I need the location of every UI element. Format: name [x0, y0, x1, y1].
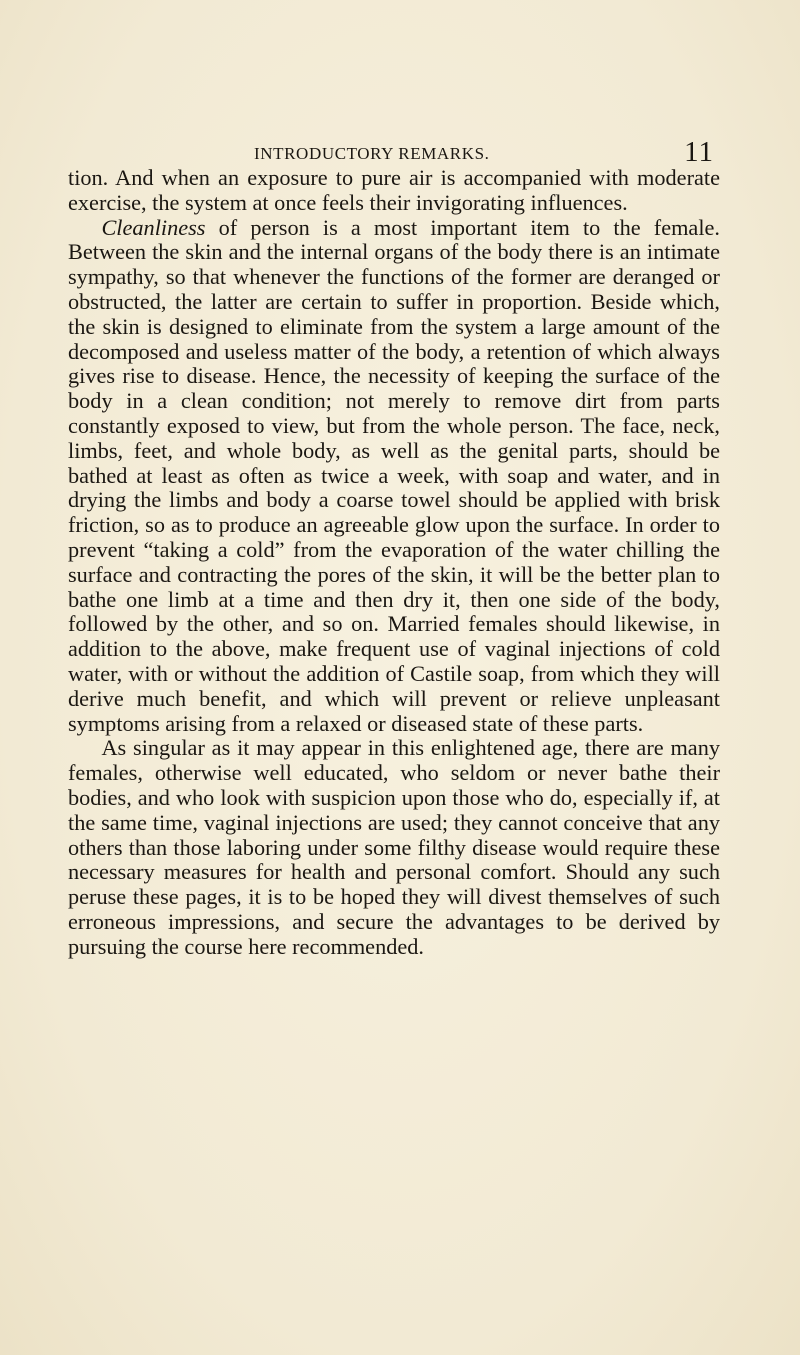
paragraph-text: As singular as it may appear in this enlightened age, there are many females, otherwise well educated, who seldom or never bathe their bodies, and who look with suspicion upon those who do, especially if, at the same time, vaginal injections are used; they cannot conceive that any others than those laboring under some filthy disease would require these necessary measures for health and personal comfort. Should any such peruse these pages, it is to be hoped they will divest themselves of such erroneous impressions, and secure the advantages to be derived by pursuing the course here recommended.	[68, 735, 720, 959]
page-number: 11	[684, 136, 714, 168]
paragraph-continuation	[68, 166, 720, 216]
running-title: INTRODUCTORY REMARKS.	[254, 144, 490, 163]
paragraph-cleanliness	[68, 216, 720, 737]
body-text	[68, 166, 720, 960]
paragraph-lead-word: Cleanliness	[101, 214, 206, 240]
paragraph-singular	[68, 736, 720, 959]
paragraph-text: of person is a most important item to the female. Between the skin and the internal organs of the body there is an intimate sympathy, so that whenever the functions of the former are deranged or obstructed, the latter are certain to suffer in proportion. Beside which, the skin is designed to eliminate from the system a large amount of the decomposed and useless matter of the body, a retention of which always gives rise to disease. Hence, the necessity of keeping the surface of the body in a clean condition; not merely to remove dirt from parts constantly exposed to view, but from the whole person. The face, neck, limbs, feet, and whole body, as well as the genital parts, should be bathed at least as often as twice a week, with soap and water, and in drying the limbs and body a coarse towel should be applied with brisk friction, so as to produce an agreeable glow upon the surface. In order to prevent “taking a cold” from the evaporation of the water chilling the surface and contracting the pores of the skin, it will be the better plan to bathe one limb at a time and then dry it, then one side of the body, followed by the other, and so on. Married females should likewise, in addition to the above, make frequent use of vaginal injections of cold water, with or without the addition of Castile soap, from which they will derive much benefit, and which will prevent or relieve unpleasant symptoms arising from a relaxed or diseased state of these parts.	[68, 214, 720, 736]
paragraph-text: tion. And when an exposure to pure air is accompanied with moderate exercise, the system at once feels their invigorating influences.	[68, 165, 720, 215]
